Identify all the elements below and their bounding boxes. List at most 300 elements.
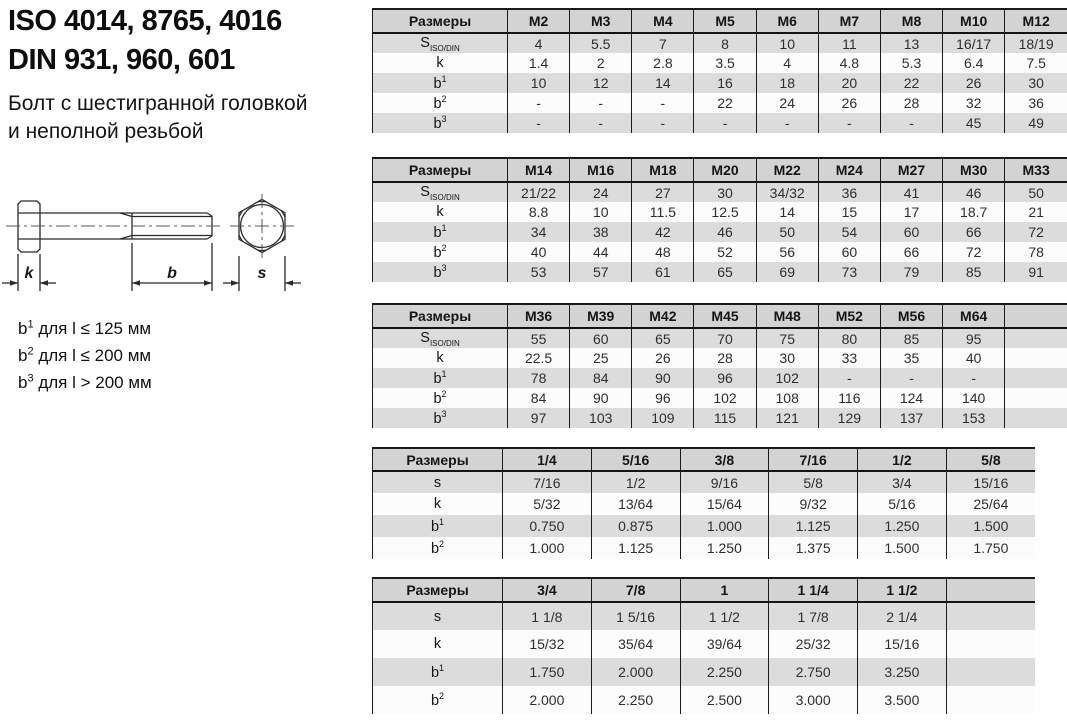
size-header-cell: M6: [756, 9, 818, 33]
size-header-cell: M24: [818, 158, 880, 182]
value-cell: 11: [818, 33, 880, 53]
table-row: [373, 602, 1036, 630]
value-cell: 48: [632, 242, 694, 262]
spec-table-3: [372, 303, 1067, 428]
value-cell: 78: [1005, 242, 1067, 262]
value-cell: 36: [1005, 93, 1067, 113]
value-cell: 24: [570, 182, 632, 202]
row-label: $b^1$: [373, 222, 508, 242]
value-cell: 0.750: [503, 515, 592, 537]
iso-standards-title: ISO 4014, 8765, 4016: [8, 5, 282, 37]
value-cell: 49: [1005, 113, 1067, 133]
empty-cell: [946, 602, 1035, 630]
size-header-cell: M3: [570, 9, 632, 33]
value-cell: 50: [1005, 182, 1067, 202]
row-label: s: [373, 471, 503, 493]
value-cell: 2.500: [680, 686, 769, 714]
value-cell: 15/32: [503, 630, 592, 658]
value-cell: 22: [880, 73, 942, 93]
value-cell: -: [508, 93, 570, 113]
value-cell: 80: [818, 328, 880, 348]
value-cell: 17: [880, 202, 942, 222]
table-row: [373, 328, 1067, 348]
value-cell: 1 1/2: [680, 602, 769, 630]
value-cell: 10: [570, 202, 632, 222]
table-row: [373, 242, 1067, 262]
value-cell: 26: [632, 348, 694, 368]
value-cell: 65: [694, 262, 756, 282]
size-header-cell: M45: [694, 304, 756, 328]
spec-table-4: [372, 447, 1035, 559]
value-cell: 54: [818, 222, 880, 242]
size-header-cell: M52: [818, 304, 880, 328]
value-cell: 85: [943, 262, 1005, 282]
spec-table-2: [372, 157, 1067, 282]
value-cell: 12.5: [694, 202, 756, 222]
value-cell: 2.8: [632, 53, 694, 73]
value-cell: 24: [756, 93, 818, 113]
value-cell: 21/22: [508, 182, 570, 202]
imperial-size-table-3-4-to-1-5: [372, 577, 1035, 714]
empty-cell: [1005, 328, 1067, 348]
row-label: $b^2$: [373, 242, 508, 262]
value-cell: 42: [632, 222, 694, 242]
size-column-header: Размеры: [373, 448, 503, 471]
value-cell: -: [880, 113, 942, 133]
value-cell: 8: [694, 33, 756, 53]
value-cell: 5.3: [880, 53, 942, 73]
row-label: $b^3$: [373, 262, 508, 282]
value-cell: 4: [508, 33, 570, 53]
row-label: $b^1$: [373, 515, 503, 537]
value-cell: -: [943, 368, 1005, 388]
empty-cell: [1005, 368, 1067, 388]
value-cell: 1/2: [591, 471, 680, 493]
value-cell: 18.7: [943, 202, 1005, 222]
metric-size-table-m14-m33: [372, 157, 1067, 282]
value-cell: 16: [694, 73, 756, 93]
value-cell: -: [632, 93, 694, 113]
dimension-s-label: s: [257, 265, 267, 282]
value-cell: 30: [694, 182, 756, 202]
value-cell: 7/16: [503, 471, 592, 493]
dimension-k: [2, 254, 56, 291]
value-cell: 2.250: [680, 658, 769, 686]
size-header-cell: M16: [570, 158, 632, 182]
value-cell: 11.5: [632, 202, 694, 222]
size-header-cell: M10: [943, 9, 1005, 33]
value-cell: 10: [508, 73, 570, 93]
table-row: [373, 93, 1067, 113]
table-row: [373, 515, 1036, 537]
value-cell: 65: [632, 328, 694, 348]
value-cell: 4: [756, 53, 818, 73]
value-cell: 72: [943, 242, 1005, 262]
value-cell: 13: [880, 33, 942, 53]
row-label: k: [373, 493, 503, 515]
value-cell: 66: [880, 242, 942, 262]
value-cell: 1.750: [946, 537, 1035, 559]
value-cell: 69: [756, 262, 818, 282]
value-cell: 5/8: [769, 471, 858, 493]
value-cell: 75: [756, 328, 818, 348]
table-row: [373, 33, 1067, 53]
product-description-line2: и неполной резьбой: [8, 120, 204, 143]
size-header-cell: M22: [756, 158, 818, 182]
value-cell: 14: [756, 202, 818, 222]
value-cell: -: [570, 113, 632, 133]
row-label: k: [373, 630, 503, 658]
dimension-b-label: b: [167, 265, 177, 282]
value-cell: 1 7/8: [769, 602, 858, 630]
value-cell: 1.750: [503, 658, 592, 686]
value-cell: 5/16: [858, 493, 947, 515]
table-row: [373, 348, 1067, 368]
value-cell: 35: [880, 348, 942, 368]
value-cell: 102: [694, 388, 756, 408]
value-cell: 32: [943, 93, 1005, 113]
row-label: $S_{ISO/DIN}$: [373, 328, 508, 348]
value-cell: 15/16: [858, 630, 947, 658]
value-cell: 90: [570, 388, 632, 408]
empty-header-cell: [1005, 304, 1067, 328]
value-cell: 2: [570, 53, 632, 73]
value-cell: 1.125: [591, 537, 680, 559]
value-cell: 28: [880, 93, 942, 113]
value-cell: 26: [943, 73, 1005, 93]
value-cell: 97: [508, 408, 570, 428]
size-header-cell: M20: [694, 158, 756, 182]
size-header-cell: M33: [1005, 158, 1067, 182]
value-cell: 116: [818, 388, 880, 408]
size-header-cell: M7: [818, 9, 880, 33]
value-cell: 1 1/8: [503, 602, 592, 630]
table-row: [373, 262, 1067, 282]
value-cell: 15/64: [680, 493, 769, 515]
value-cell: 4.8: [818, 53, 880, 73]
value-cell: 20: [818, 73, 880, 93]
value-cell: 108: [756, 388, 818, 408]
value-cell: 95: [943, 328, 1005, 348]
value-cell: 60: [570, 328, 632, 348]
size-header-cell: 3/8: [680, 448, 769, 471]
row-label: k: [373, 202, 508, 222]
bolt-technical-drawing: [0, 185, 330, 315]
value-cell: 22: [694, 93, 756, 113]
value-cell: 85: [880, 328, 942, 348]
value-cell: 102: [756, 368, 818, 388]
value-cell: 115: [694, 408, 756, 428]
row-label: $b^2$: [373, 686, 503, 714]
value-cell: 12: [570, 73, 632, 93]
value-cell: -: [818, 113, 880, 133]
value-cell: 91: [1005, 262, 1067, 282]
size-header-cell: M42: [632, 304, 694, 328]
bolt-head-end-view: [230, 194, 294, 258]
size-header-cell: M8: [880, 9, 942, 33]
table-row: [373, 388, 1067, 408]
value-cell: 10: [756, 33, 818, 53]
value-cell: 2.000: [591, 658, 680, 686]
value-cell: 46: [943, 182, 1005, 202]
size-header-cell: M56: [880, 304, 942, 328]
value-cell: 22.5: [508, 348, 570, 368]
empty-cell: [946, 658, 1035, 686]
dimension-s: [223, 256, 301, 291]
value-cell: 56: [756, 242, 818, 262]
size-column-header: Размеры: [373, 578, 503, 602]
row-label: $b^1$: [373, 368, 508, 388]
table-row: [373, 658, 1036, 686]
table-row: [373, 630, 1036, 658]
size-column-header: Размеры: [373, 9, 508, 33]
value-cell: 16/17: [943, 33, 1005, 53]
value-cell: 34/32: [756, 182, 818, 202]
product-description-line1: Болт с шестигранной головкой: [8, 92, 308, 115]
value-cell: 25/32: [769, 630, 858, 658]
value-cell: 25: [570, 348, 632, 368]
value-cell: 40: [508, 242, 570, 262]
value-cell: 72: [1005, 222, 1067, 242]
value-cell: 2.000: [503, 686, 592, 714]
din-standards-title: DIN 931, 960, 601: [8, 44, 235, 76]
size-header-cell: 1/4: [503, 448, 592, 471]
empty-cell: [1005, 348, 1067, 368]
value-cell: 1.000: [503, 537, 592, 559]
value-cell: 44: [570, 242, 632, 262]
value-cell: 1.250: [858, 515, 947, 537]
value-cell: 73: [818, 262, 880, 282]
value-cell: -: [508, 113, 570, 133]
dimension-k-label: k: [24, 265, 34, 282]
value-cell: 50: [756, 222, 818, 242]
row-label: $b^2$: [373, 388, 508, 408]
product-description-block: [8, 90, 307, 146]
value-cell: 8.8: [508, 202, 570, 222]
size-header-cell: 5/16: [591, 448, 680, 471]
empty-header-cell: [946, 578, 1035, 602]
size-header-cell: M18: [632, 158, 694, 182]
value-cell: 21: [1005, 202, 1067, 222]
spec-table-5: [372, 577, 1035, 714]
empty-cell: [946, 686, 1035, 714]
value-cell: 5.5: [570, 33, 632, 53]
value-cell: 61: [632, 262, 694, 282]
value-cell: 3.500: [858, 686, 947, 714]
row-label: $b^3$: [373, 408, 508, 428]
value-cell: 26: [818, 93, 880, 113]
size-header-cell: 1 1/4: [769, 578, 858, 602]
value-cell: 18/19: [1005, 33, 1067, 53]
value-cell: 60: [818, 242, 880, 262]
value-cell: 96: [632, 388, 694, 408]
spec-table-1: [372, 8, 1067, 133]
table-row: [373, 493, 1036, 515]
value-cell: 57: [570, 262, 632, 282]
value-cell: 6.4: [943, 53, 1005, 73]
value-cell: 55: [508, 328, 570, 348]
note-b1: $b^1$ для l ≤ 125 мм: [18, 318, 152, 338]
value-cell: 3.5: [694, 53, 756, 73]
size-header-cell: M39: [570, 304, 632, 328]
size-header-cell: M30: [943, 158, 1005, 182]
row-label: $b^1$: [373, 73, 508, 93]
value-cell: 1.000: [680, 515, 769, 537]
size-header-cell: M27: [880, 158, 942, 182]
table-row: [373, 222, 1067, 242]
value-cell: 124: [880, 388, 942, 408]
value-cell: 36: [818, 182, 880, 202]
value-cell: 30: [756, 348, 818, 368]
bolt-shank-side-view: [6, 213, 222, 239]
row-label: k: [373, 348, 508, 368]
table-row: [373, 686, 1036, 714]
size-header-cell: 5/8: [946, 448, 1035, 471]
empty-cell: [1005, 408, 1067, 428]
value-cell: 13/64: [591, 493, 680, 515]
value-cell: 15: [818, 202, 880, 222]
value-cell: 84: [570, 368, 632, 388]
value-cell: 9/16: [680, 471, 769, 493]
row-label: $b^3$: [373, 113, 508, 133]
row-label: s: [373, 602, 503, 630]
value-cell: 27: [632, 182, 694, 202]
row-label: $S_{ISO/DIN}$: [373, 182, 508, 202]
size-header-cell: 1: [680, 578, 769, 602]
value-cell: 153: [943, 408, 1005, 428]
table-row: [373, 113, 1067, 133]
value-cell: 15/16: [946, 471, 1035, 493]
note-b3: $b^3$ для l > 200 мм: [18, 372, 152, 392]
value-cell: -: [632, 113, 694, 133]
size-header-cell: M12: [1005, 9, 1067, 33]
value-cell: 2.750: [769, 658, 858, 686]
table-row: [373, 202, 1067, 222]
row-label: $b^2$: [373, 537, 503, 559]
value-cell: 28: [694, 348, 756, 368]
value-cell: 30: [1005, 73, 1067, 93]
value-cell: 34: [508, 222, 570, 242]
value-cell: 96: [694, 368, 756, 388]
value-cell: 1.500: [858, 537, 947, 559]
value-cell: 121: [756, 408, 818, 428]
value-cell: 84: [508, 388, 570, 408]
size-header-cell: 1 1/2: [858, 578, 947, 602]
value-cell: 53: [508, 262, 570, 282]
size-header-cell: M36: [508, 304, 570, 328]
size-header-cell: M14: [508, 158, 570, 182]
value-cell: 2.250: [591, 686, 680, 714]
size-header-cell: 7/8: [591, 578, 680, 602]
table-row: [373, 537, 1036, 559]
value-cell: 40: [943, 348, 1005, 368]
size-header-cell: M5: [694, 9, 756, 33]
size-header-cell: M48: [756, 304, 818, 328]
metric-size-table-m36-m64: [372, 303, 1067, 428]
value-cell: -: [818, 368, 880, 388]
value-cell: 41: [880, 182, 942, 202]
size-header-cell: M4: [632, 9, 694, 33]
size-header-cell: M2: [508, 9, 570, 33]
size-header-cell: 7/16: [769, 448, 858, 471]
row-label: $b^1$: [373, 658, 503, 686]
value-cell: 1.375: [769, 537, 858, 559]
value-cell: 0.875: [591, 515, 680, 537]
thread-length-notes: [18, 315, 152, 396]
value-cell: 140: [943, 388, 1005, 408]
row-label: k: [373, 53, 508, 73]
value-cell: 1.250: [680, 537, 769, 559]
empty-cell: [1005, 388, 1067, 408]
value-cell: 35/64: [591, 630, 680, 658]
value-cell: 66: [943, 222, 1005, 242]
value-cell: 46: [694, 222, 756, 242]
empty-cell: [946, 630, 1035, 658]
value-cell: 79: [880, 262, 942, 282]
value-cell: 90: [632, 368, 694, 388]
value-cell: 1.500: [946, 515, 1035, 537]
table-row: [373, 368, 1067, 388]
table-row: [373, 73, 1067, 93]
value-cell: 33: [818, 348, 880, 368]
dimension-b: [132, 243, 212, 291]
note-b2: $b^2$ для l ≤ 200 мм: [18, 345, 152, 365]
value-cell: 38: [570, 222, 632, 242]
value-cell: 109: [632, 408, 694, 428]
value-cell: 25/64: [946, 493, 1035, 515]
value-cell: 3.000: [769, 686, 858, 714]
value-cell: 3/4: [858, 471, 947, 493]
value-cell: 60: [880, 222, 942, 242]
value-cell: 1.125: [769, 515, 858, 537]
row-label: $b^2$: [373, 93, 508, 113]
size-column-header: Размеры: [373, 158, 508, 182]
value-cell: -: [880, 368, 942, 388]
value-cell: 14: [632, 73, 694, 93]
value-cell: 7.5: [1005, 53, 1067, 73]
value-cell: 78: [508, 368, 570, 388]
table-row: [373, 471, 1036, 493]
standards-title-block: [8, 2, 282, 80]
value-cell: 1 5/16: [591, 602, 680, 630]
value-cell: -: [570, 93, 632, 113]
size-header-cell: 1/2: [858, 448, 947, 471]
value-cell: 129: [818, 408, 880, 428]
value-cell: 39/64: [680, 630, 769, 658]
value-cell: 137: [880, 408, 942, 428]
metric-size-table-m2-m12: [372, 8, 1067, 133]
table-row: [373, 408, 1067, 428]
value-cell: 103: [570, 408, 632, 428]
size-header-cell: 3/4: [503, 578, 592, 602]
size-column-header: Размеры: [373, 304, 508, 328]
value-cell: 45: [943, 113, 1005, 133]
value-cell: -: [756, 113, 818, 133]
value-cell: 52: [694, 242, 756, 262]
table-row: [373, 182, 1067, 202]
value-cell: 1.4: [508, 53, 570, 73]
imperial-size-table-quarter-to-5-8: [372, 447, 1035, 559]
row-label: $S_{ISO/DIN}$: [373, 33, 508, 53]
value-cell: 2 1/4: [858, 602, 947, 630]
value-cell: 70: [694, 328, 756, 348]
value-cell: 3.250: [858, 658, 947, 686]
value-cell: -: [694, 113, 756, 133]
value-cell: 5/32: [503, 493, 592, 515]
value-cell: 18: [756, 73, 818, 93]
value-cell: 9/32: [769, 493, 858, 515]
value-cell: 7: [632, 33, 694, 53]
